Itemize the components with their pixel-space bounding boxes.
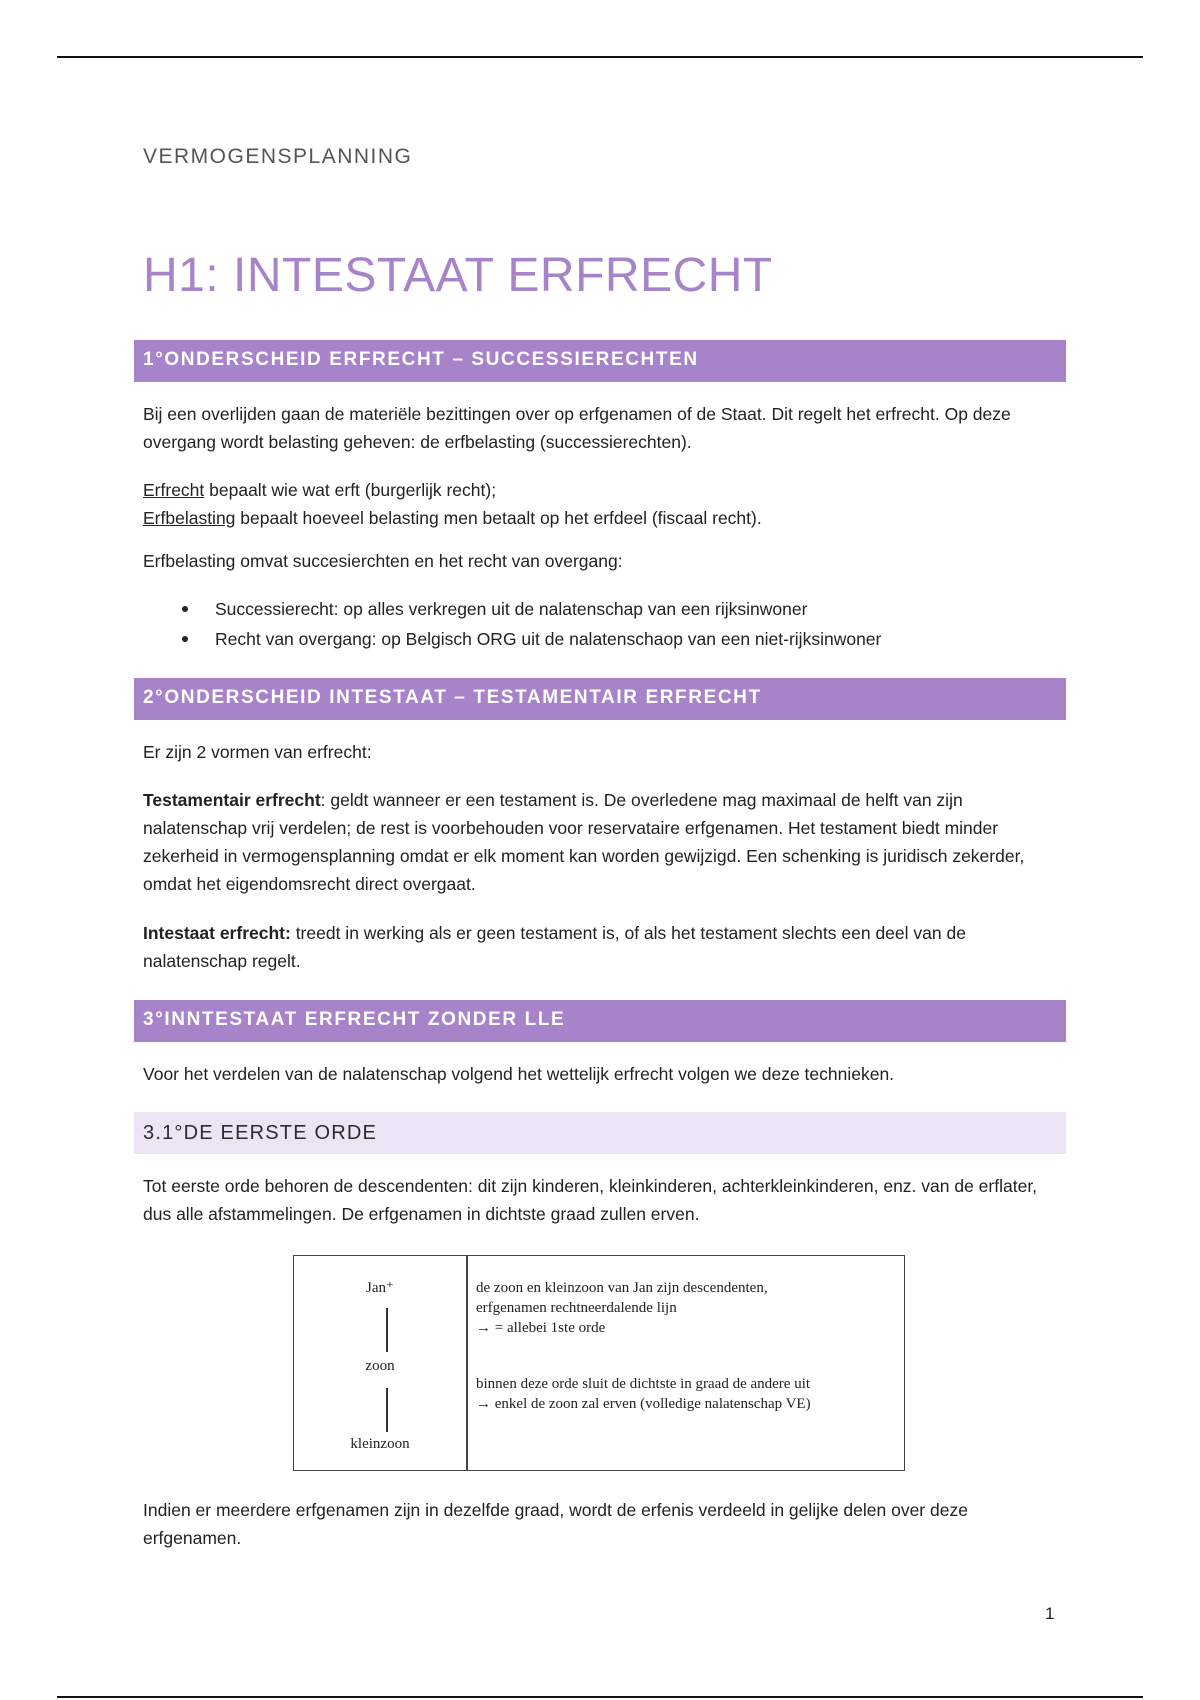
figure-text-block-1: de zoon en kleinzoon van Jan zijn descendenten, erfgenamen rechtneerdalende lijn → = allebei 1ste orde: [476, 1280, 768, 1336]
section-2-paragraph-1: Er zijn 2 vormen van erfrecht:: [143, 742, 372, 762]
section-1-paragraph-3: Erfbelasting omvat succesierchten en het recht van overgang:: [143, 551, 623, 571]
section-3-paragraph-1: Voor het verdelen van de nalatenschap volgend het wettelijk erfrecht volgen we deze technieken.: [143, 1064, 895, 1084]
page-number: 1: [1045, 1604, 1055, 1623]
figure-node-jan: Jan⁺: [366, 1280, 394, 1296]
section-2-intestaat: [143, 919, 1063, 975]
testamentair-term: Testamentair erfrecht: [143, 790, 321, 810]
intestaat-text: treedt in werking als er geen testament is, of als het testament slechts een deel van de nalatenschap regelt.: [143, 923, 966, 971]
figure-line-2: [386, 1388, 388, 1432]
subsection-3-1-heading: 3.1°DE EERSTE ORDE: [134, 1112, 1066, 1154]
subsection-3-1-paragraph-1: Tot eerste orde behoren de descendenten: dit zijn kinderen, kleinkinderen, achterkleinkinderen, enz. van de erflater, dus alle afstammelingen. De erfgenamen in dichtste graad zullen erven.: [143, 1176, 1038, 1224]
list-item: Recht van overgang: op Belgisch ORG uit de nalatenschaop van een niet-rijksinwoner: [143, 624, 1063, 654]
def-erfrecht-term: Erfrecht: [143, 480, 205, 500]
bottom-rule: [57, 1696, 1143, 1698]
top-rule: [57, 56, 1143, 58]
section-3-heading: 3°INNTESTAAT ERFRECHT ZONDER LLE: [134, 1000, 1066, 1042]
bullet-icon: [182, 606, 188, 612]
header-label: VERMOGENSPLANNING: [143, 145, 413, 168]
figure-node-kleinzoon: kleinzoon: [350, 1436, 410, 1452]
list-item: Successierecht: op alles verkregen uit de nalatenschap van een rijksinwoner: [143, 594, 1063, 624]
section-2-testamentair: [143, 786, 1063, 898]
def-erfbelasting-text: bepaalt hoeveel belasting men betaalt op het erfdeel (fiscaal recht).: [235, 508, 762, 528]
figure-text-block-2: binnen deze orde sluit de dichtste in graad de andere uit → enkel de zoon zal erven (volledige nalatenschap VE): [476, 1376, 811, 1412]
figure-node-zoon: zoon: [365, 1358, 395, 1374]
section-1-bullet-list: [143, 594, 1063, 654]
def-erfrecht-text: bepaalt wie wat erft (burgerlijk recht);: [204, 480, 497, 500]
figure-divider: [466, 1256, 468, 1470]
section-1-definitions: [143, 476, 1063, 532]
subsection-3-1-paragraph-2: Indien er meerdere erfgenamen zijn in dezelfde graad, wordt de erfenis verdeeld in gelijke delen over deze erfgenamen.: [143, 1500, 968, 1548]
section-1-heading: 1°ONDERSCHEID ERFRECHT – SUCCESSIERECHTEN: [134, 340, 1066, 382]
section-2-heading: 2°ONDERSCHEID INTESTAAT – TESTAMENTAIR ERFRECHT: [134, 678, 1066, 720]
testamentair-text: : geldt wanneer er een testament is. De overledene mag maximaal de helft van zijn nalatenschap vrij verdelen; de rest is voorbehouden voor reservataire erfgenamen. Het testament biedt minder zekerheid in vermogensplanning omdat er elk moment kan worden gewijzigd. Een schenking is juridisch zekerder, omdat het eigendomsrecht direct overgaat.: [143, 790, 1025, 894]
page-title: H1: INTESTAAT ERFRECHT: [143, 249, 773, 302]
inheritance-figure: [293, 1255, 905, 1471]
section-1-paragraph-1: Bij een overlijden gaan de materiële bezittingen over op erfgenamen of de Staat. Dit regelt het erfrecht. Op deze overgang wordt belasting geheven: de erfbelasting (successierechten).: [143, 404, 1011, 452]
figure-line-1: [386, 1308, 388, 1352]
def-erfbelasting-term: Erfbelasting: [143, 508, 236, 528]
intestaat-term: Intestaat erfrecht:: [143, 923, 291, 943]
bullet-icon: [182, 636, 188, 642]
